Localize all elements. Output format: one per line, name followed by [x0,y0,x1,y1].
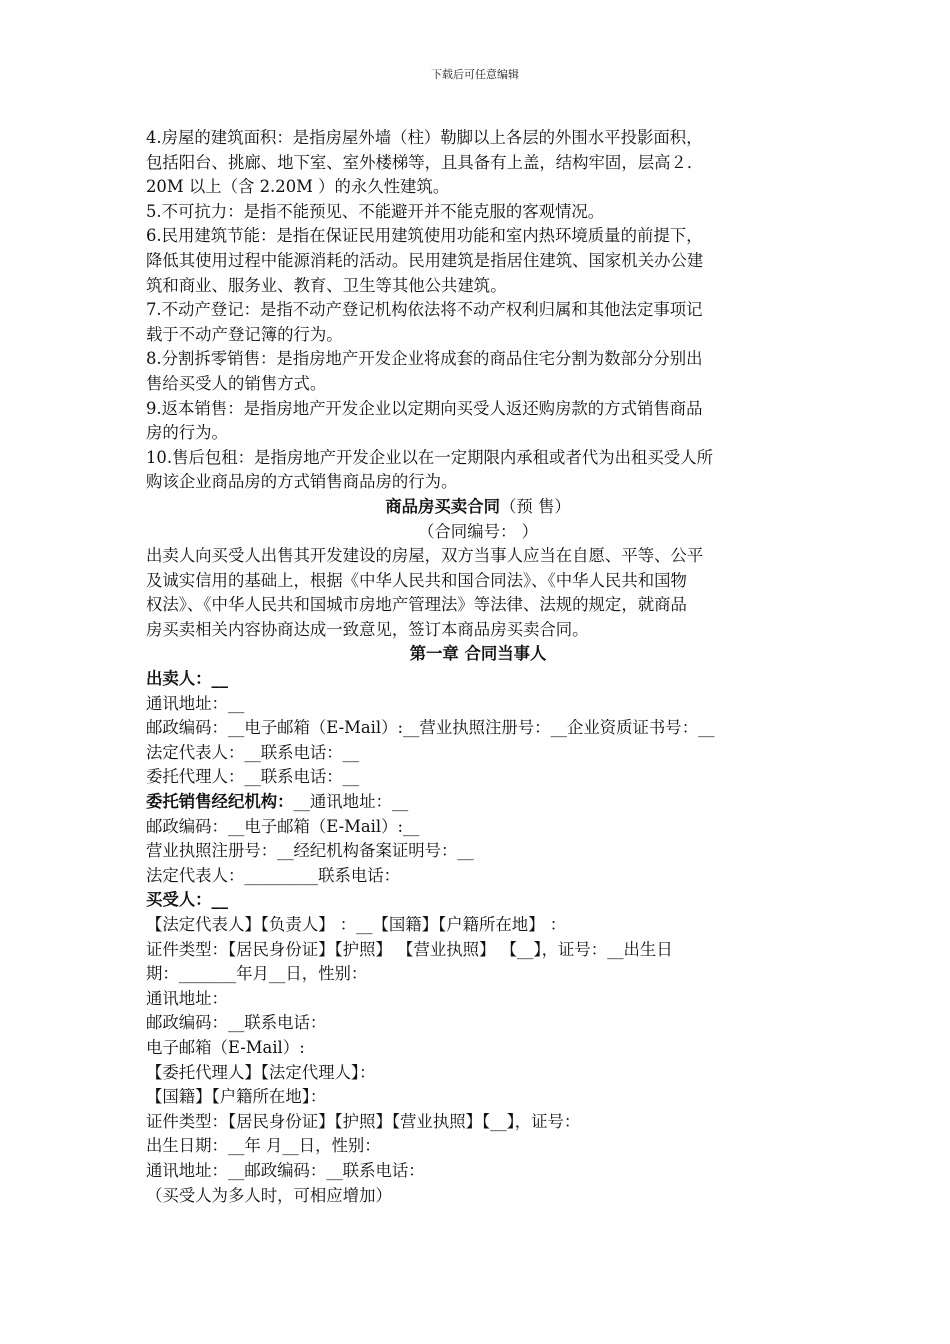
line-text: 降低其使用过程中能源消耗的活动。民用建筑是指居住建筑、国家机关办公建 [146,250,704,270]
document-line [146,126,810,151]
document-line [146,520,810,545]
document-line [146,397,810,422]
document-line [146,569,810,594]
bold-text: 第一章 合同当事人 [409,644,547,664]
line-text: __通讯地址：__ [293,792,409,812]
document-line [146,151,810,176]
document-line [146,200,810,225]
document-line [146,1011,810,1036]
line-text: 通讯地址：__ [146,693,245,713]
document-body [146,126,810,1208]
line-text: （买受人为多人时，可相应增加） [146,1185,392,1205]
document-line [146,1036,810,1061]
line-text: （合同编号： ） [418,521,538,541]
document-line [146,1184,810,1209]
line-text: 邮政编码：__联系电话： [146,1013,327,1033]
document-line [146,716,810,741]
document-line [146,446,810,471]
document-line [146,274,810,299]
document-line [146,987,810,1012]
line-text: 证件类型：【居民身份证】【护照】 【营业执照】 【__】，证号：__出生日 [146,939,673,959]
document-line [146,372,810,397]
document-line [146,962,810,987]
line-text: 10.售后包租：是指房地产开发企业以在一定期限内承租或者代为出租买受人所 [146,447,713,467]
line-text: 房的行为。 [146,423,228,443]
line-text: 5.不可抗力：是指不能预见、不能避开并不能克服的客观情况。 [146,201,605,221]
document-line [146,790,810,815]
document-line [146,1134,810,1159]
document-line [146,888,810,913]
line-text: 7.不动产登记：是指不动产登记机构依法将不动产权利归属和其他法定事项记 [146,300,703,320]
line-text: 法定代表人：__联系电话：__ [146,742,360,762]
document-line [146,1110,810,1135]
document-line [146,839,810,864]
document-line [146,224,810,249]
document-line [146,938,810,963]
document-line [146,347,810,372]
line-text: 购该企业商品房的方式销售商品房的行为。 [146,472,458,492]
line-text: 6.民用建筑节能：是指在保证民用建筑使用功能和室内热环境质量的前提下， [146,226,703,246]
document-line [146,765,810,790]
document-line [146,741,810,766]
line-text: 邮政编码：__电子邮箱（E-Mail）:__营业执照注册号：__企业资质证书号：__ [146,718,715,738]
line-text: 9.返本销售：是指房地产开发企业以定期向买受人返还购房款的方式销售商品 [146,398,703,418]
line-text: 营业执照注册号：__经纪机构备案证明号：__ [146,841,474,861]
line-text: 包括阳台、挑廊、地下室、室外楼梯等，且具备有上盖，结构牢固，层高２． [146,152,704,172]
document-line [146,618,810,643]
line-text: 邮政编码：__电子邮箱（E-Mail）:__ [146,816,420,836]
document-line [146,495,810,520]
line-text: 权法》、《中华人民共和国城市房地产管理法》等法律、法规的规定，就商品 [146,595,687,615]
document-line [146,913,810,938]
line-text: 【委托代理人】【法定代理人】： [146,1062,376,1082]
line-text: 出卖人向买受人出售其开发建设的房屋，双方当事人应当在自愿、平等、公平 [146,546,704,566]
line-text: 委托代理人：__联系电话：__ [146,767,360,787]
line-text: 售给买受人的销售方式。 [146,373,327,393]
line-text: 8.分割拆零销售：是指房地产开发企业将成套的商品住宅分割为数部分分别出 [146,349,703,369]
line-text: 证件类型：【居民身份证】【护照】【营业执照】【__】，证号： [146,1111,581,1131]
line-text: 载于不动产登记簿的行为。 [146,324,343,344]
document-line [146,249,810,274]
line-text: 期：_______年月__日，性别： [146,964,368,984]
bold-text: 买受人：__ [146,890,228,910]
document-line [146,323,810,348]
bold-text: 出卖人：__ [146,669,228,689]
line-text: 法定代表人：_________联系电话： [146,865,401,885]
line-text: 【法定代表人】【负责人】 ：__【国籍】【户籍所在地】 ： [146,915,567,934]
document-line [146,421,810,446]
document-line [146,544,810,569]
line-text: 通讯地址：__邮政编码：__联系电话： [146,1160,425,1180]
line-text: 4.房屋的建筑面积：是指房屋外墙（柱）勒脚以上各层的外围水平投影面积， [146,128,703,147]
document-line [146,175,810,200]
document-line [146,692,810,717]
line-text: 电子邮箱（E-Mail）: [146,1037,305,1057]
document-line [146,470,810,495]
line-text: 20M 以上（含 2.20M ）的永久性建筑。 [146,177,450,197]
document-line [146,864,810,889]
bold-text: 商品房买卖合同 [385,496,500,516]
line-text: 房买卖相关内容协商达成一致意见，签订本商品房买卖合同。 [146,619,589,639]
document-line [146,1085,810,1110]
line-text: （预 售） [499,496,571,516]
document-line [146,815,810,840]
page-header-note: 下载后可任意编辑 [431,68,519,81]
document-line [146,593,810,618]
line-text: 出生日期：__年 月__日，性别： [146,1136,381,1156]
line-text: 及诚实信用的基础上，根据《中华人民共和国合同法》、《中华人民共和国物 [146,570,687,590]
line-text: 【国籍】【户籍所在地】： [146,1087,327,1107]
document-line [146,298,810,323]
bold-text: 委托销售经纪机构： [146,792,294,812]
line-text: 通讯地址： [146,988,228,1008]
document-line [146,642,810,667]
line-text: 筑和商业、服务业、教育、卫生等其他公共建筑。 [146,275,507,295]
document-line [146,667,810,692]
document-line [146,1061,810,1086]
document-line [146,1159,810,1184]
